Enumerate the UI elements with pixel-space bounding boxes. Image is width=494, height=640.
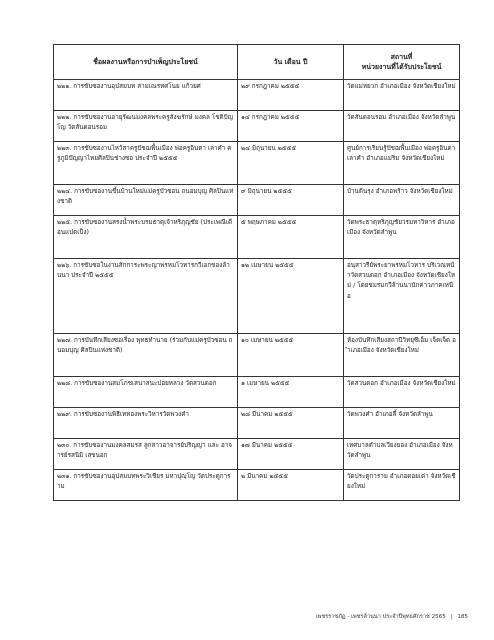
row-date: ๙ มิถุนายน ๒๕๕๕ [238,185,344,216]
row-place: วัดพวงคำ อำเภอลี้ จังหวัดลำพูน [344,408,460,439]
row-date: ๒๔ มิถุนายน ๒๕๕๕ [238,142,344,185]
table-row [54,80,460,111]
footer-separator: | [450,614,453,620]
table-row [54,470,460,501]
row-date: ๒๘ มีนาคม ๒๕๕๕ [238,408,344,439]
row-title: ๒๒๖. การขับซอในงานสักการะพระญาพรหมโวหารกวีเอกของล้านนา ประจำปี ๒๕๕๕ [54,259,238,334]
table-row [54,111,460,142]
table-row [54,142,460,185]
row-title: ๒๒๘. การขับซองานสมโภชเสนาสนะปอยหลวง วัดสวนดอก [54,377,238,408]
row-place: บ้านต้นรุง อำเภอพร้าว จังหวัดเชียงใหม่ [344,185,460,216]
row-date: ๑๐ เมษายน ๒๕๕๕ [238,334,344,377]
row-place: เทศบาลตำบลเวียงยอง อำเภอเมือง จังหวัดลำพูน [344,439,460,470]
page-number: 185 [457,614,468,620]
footer-text: เพชรราชภัฏ - เพชรล้านนา ประจำปีพุทธศักราช 2565 [315,614,446,620]
table-row [54,408,460,439]
row-date: ๑๗ มีนาคม ๒๕๕๕ [238,439,344,470]
table-row [54,216,460,259]
row-date: ๑๔ กรกฎาคม ๒๕๕๕ [238,111,344,142]
row-title: ๒๒๓. การขับซองานไหว้สาครูปัชฌพื้นเมือง พ่อครูอินตา เลาคำ ครูภูมิปัญญาไทยศิลปินช่างซอ ประจำปี ๒๕๕๕ [54,142,238,185]
row-title: ๒๓๐. การขับซองานมงคลสมรส ลูกสาวอาจารย์ปริญญา และ อาจารย์รสนิมิ เสขนอก [54,439,238,470]
row-date: ๒๙ กรกฎาคม ๒๕๕๕ [238,80,344,111]
table-row [54,185,460,216]
row-place: อนุสาวรีย์พระยาพรหมโวหาร บริเวณหน้าวัดสวนดอก อำเภอเมือง จังหวัดเชียงใหม่ / โดยชมรมกวีล้านนานักค่าวภาคเหนือ [344,259,460,334]
row-title: ๒๒๗. การบันทึกเสียงซอเรื่อง พุทธทำนาย (ร่วมกับแม่ครูบัวซอน ถนอมบุญ ศิลปินแห่งชาติ) [54,334,238,377]
row-place: วัดแม่หยวก อำเภอเมือง จังหวัดเชียงใหม่ [344,80,460,111]
row-title: ๒๒๔. การขับซองานขึ้นบ้านใหม่แม่ครูบัวซอน ถนอมบุญ ศิลปินแห่งชาติ [54,185,238,216]
records-table [53,44,460,501]
row-title: ๒๒๒. การขับซองานอายุรัฒนมงคลพระครูสังฆรักษ์ มงคล โชติปัญโญ วัดสันดอนรอม [54,111,238,142]
row-date: ๑๒ เมษายน ๒๕๕๕ [238,259,344,334]
row-place: วัดสันดอนรอม อำเภอเมือง จังหวัดลำพูน [344,111,460,142]
page-footer [248,613,468,621]
row-date: ๕ พฤษภาคม ๒๕๕๕ [238,216,344,259]
table-row [54,259,460,334]
row-title: ๒๒๑. การขับซองานอุปสมบท สามเณรทศโนย แก้วยศ [54,80,238,111]
table-row [54,334,460,377]
header-row [54,45,460,80]
row-date: ๑ เมษายน ๒๕๕๕ [238,377,344,408]
header-date: วัน เดือน ปี [238,45,344,80]
row-place: ห้องบันทึกเสียงสถานีวิทยุซีเอ็ม เจ็ดเจ็ด อำเภอเมือง จังหวัดเชียงใหม่ [344,334,460,377]
header-place: สถานที่ หน่วยงานที่ได้รับประโยชน์ [344,45,460,80]
row-title: ๒๒๙. การขับซองานพิธีเททองพระวิหารวัดพวงคำ [54,408,238,439]
row-place: วัดประตูการาม อำเภอดอยเต่า จังหวัดเชียงใหม่ [344,470,460,501]
table-row [54,377,460,408]
row-place: วัดพระธาตุหริภุญชัยวรมหาวิหาร อำเภอเมือง จังหวัดลำพูน [344,216,460,259]
row-date: ๒ มีนาคม ๒๕๕๕ [238,470,344,501]
header-title: ชื่อผลงานหรือการบำเพ็ญประโยชน์ [54,45,238,80]
table-row [54,439,460,470]
row-place: ศูนย์การเรียนรู้ปัชฌพื้นเมือง พ่อครูอินตา เลาคำ อำเภอแม่ริม จังหวัดเชียงใหม่ [344,142,460,185]
row-title: ๒๓๑. การขับซองานอุปสมบทพระวิเชียร มหาปุญฺโญ วัดประตูการาม [54,470,238,501]
row-title: ๒๒๕. การขับซองานสรงน้ำพระบรมธาตุเจ้าหริภุญชัย (ประเพณีเดือนแปดเป็ง) [54,216,238,259]
row-place: วัดสวนดอก อำเภอเมือง จังหวัดเชียงใหม่ [344,377,460,408]
